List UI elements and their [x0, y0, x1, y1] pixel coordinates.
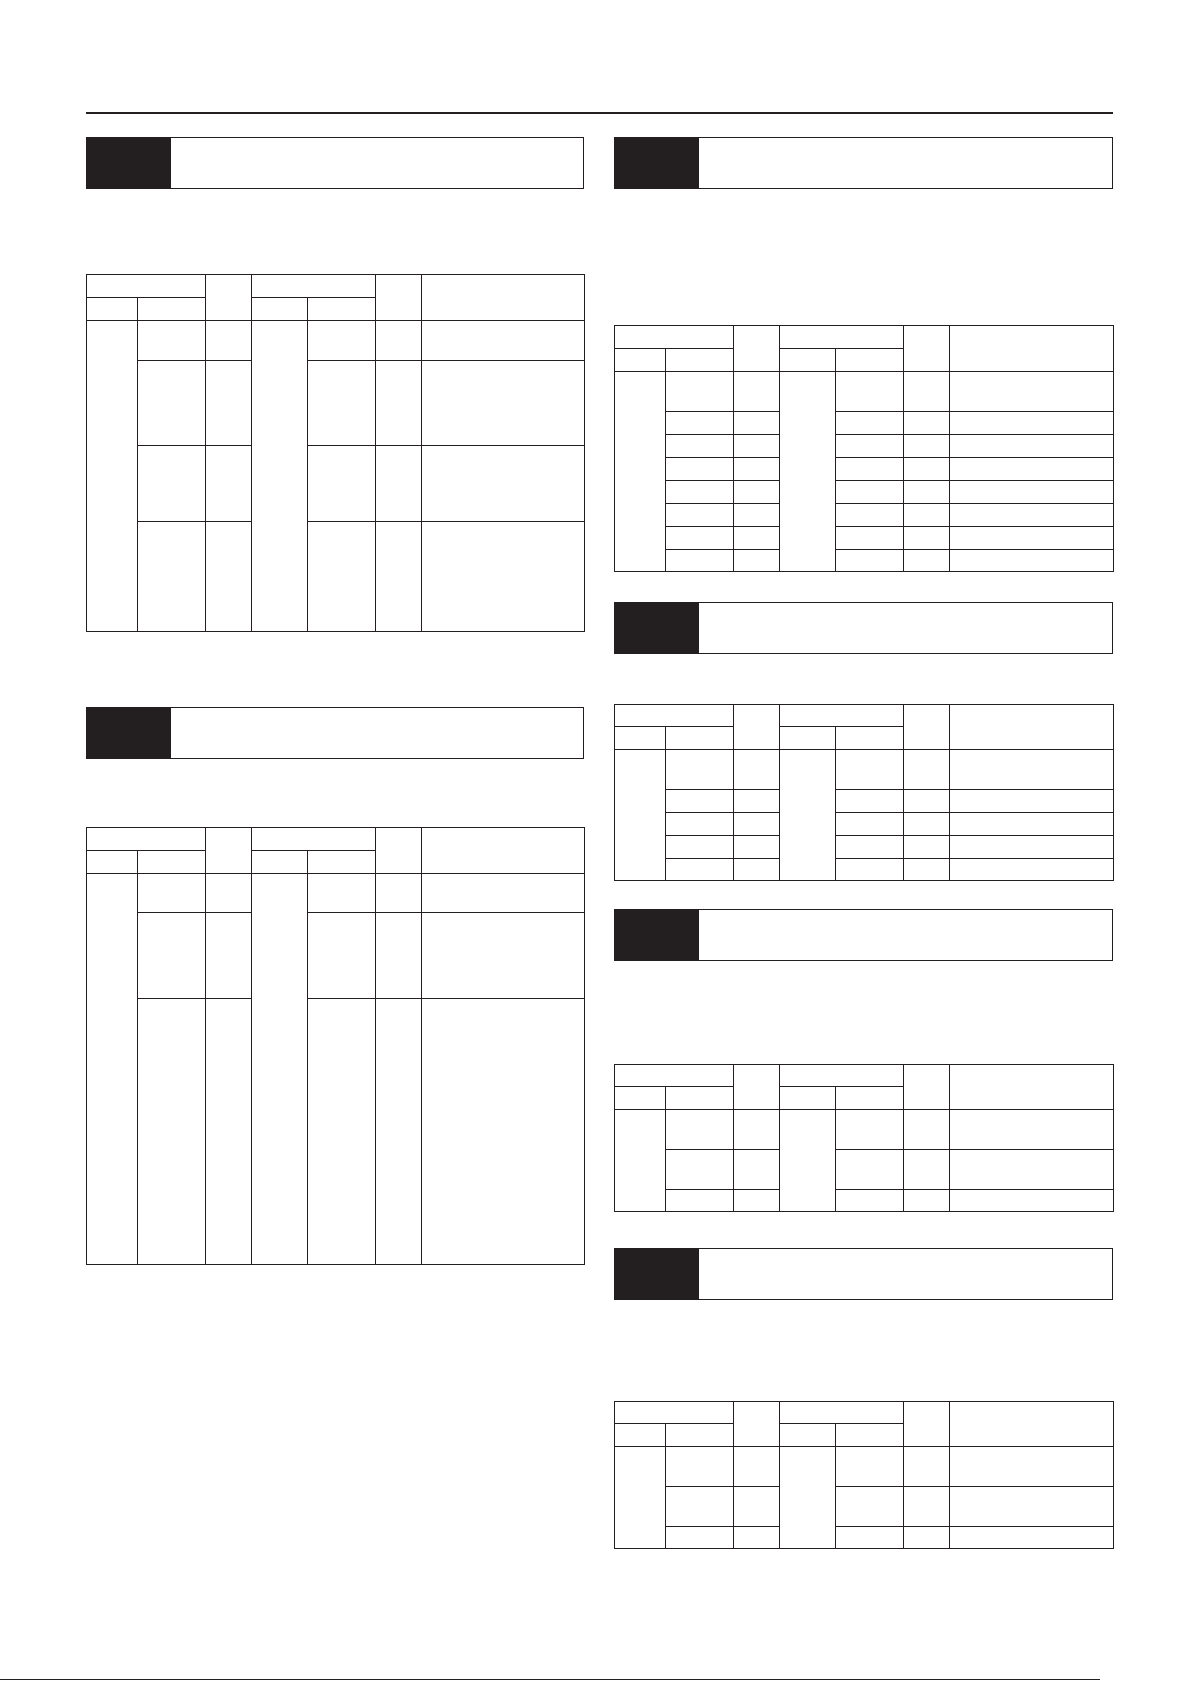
table-header-cell [615, 1402, 734, 1424]
table-header-cell [666, 727, 734, 750]
section-title [183, 708, 575, 758]
table-cell [950, 1447, 1114, 1487]
table-header-cell [904, 1402, 950, 1447]
table-cell [734, 1527, 780, 1549]
table-cell [904, 1447, 950, 1487]
table-header-cell [950, 705, 1114, 750]
table-cell [780, 750, 836, 881]
table-cell [422, 321, 585, 361]
table-header-cell [734, 1402, 780, 1447]
table-header-cell [615, 1087, 666, 1110]
table-cell [904, 527, 950, 550]
table-cell [138, 999, 206, 1265]
table-header-cell [734, 705, 780, 750]
table-cell [950, 527, 1114, 550]
table-header-cell [87, 851, 138, 874]
table-cell [734, 1190, 780, 1212]
table-header-cell [252, 298, 308, 321]
table-cell [950, 836, 1114, 859]
spec-table-right-2 [614, 704, 1114, 881]
table-header-cell [780, 727, 836, 750]
table-header-cell [780, 1424, 836, 1447]
table-cell [666, 1487, 734, 1527]
table-cell [904, 836, 950, 859]
table-cell [615, 1110, 666, 1212]
table-cell [904, 458, 950, 481]
table-cell [780, 1110, 836, 1212]
table-cell [734, 836, 780, 859]
table-cell [836, 790, 904, 813]
table-cell [904, 859, 950, 881]
table-cell [836, 372, 904, 412]
table-header-cell [950, 326, 1114, 372]
table-cell [308, 321, 376, 361]
table-cell [950, 750, 1114, 790]
table-cell [780, 1447, 836, 1549]
table-header-cell [206, 828, 252, 874]
table-cell [422, 522, 585, 632]
table-cell [950, 1487, 1114, 1527]
table-cell [666, 813, 734, 836]
table-header-cell [836, 349, 904, 372]
table-cell [904, 412, 950, 435]
table-cell [836, 458, 904, 481]
table-cell [836, 1150, 904, 1190]
table-cell [138, 522, 206, 632]
table-header-cell [666, 1087, 734, 1110]
table-cell [734, 372, 780, 412]
section-header-right-2 [614, 602, 1113, 654]
table-cell [780, 372, 836, 572]
table-cell [904, 550, 950, 572]
table-cell [376, 361, 422, 446]
table-cell [666, 412, 734, 435]
table-header-cell [422, 828, 585, 874]
table-cell [734, 504, 780, 527]
table-cell [252, 874, 308, 1265]
table-cell [836, 836, 904, 859]
section-tab-label [87, 708, 171, 758]
section-title [711, 603, 1104, 653]
table-cell [666, 1447, 734, 1487]
table-cell [734, 813, 780, 836]
table-cell [950, 813, 1114, 836]
table-cell [836, 750, 904, 790]
table-cell [422, 874, 585, 913]
section-header-left-1 [86, 137, 584, 189]
table-cell [138, 446, 206, 522]
table-cell [308, 913, 376, 999]
table-cell [734, 1150, 780, 1190]
table-cell [734, 859, 780, 881]
table-cell [206, 522, 252, 632]
table-cell [666, 1190, 734, 1212]
table-cell [734, 435, 780, 458]
table-cell [666, 836, 734, 859]
section-title [711, 910, 1104, 960]
table-header-cell [252, 828, 376, 851]
table-header-cell [87, 275, 206, 298]
section-title [711, 1249, 1104, 1299]
table-header-cell [836, 1424, 904, 1447]
table-cell [734, 1110, 780, 1150]
spec-table-left-1 [86, 274, 585, 632]
table-cell [904, 813, 950, 836]
table-cell [308, 361, 376, 446]
table-header-cell [138, 298, 206, 321]
table-cell [904, 750, 950, 790]
table-cell [836, 504, 904, 527]
table-cell [950, 550, 1114, 572]
table-cell [734, 1447, 780, 1487]
table-cell [836, 1527, 904, 1549]
table-cell [734, 481, 780, 504]
table-cell [836, 412, 904, 435]
table-cell [206, 361, 252, 446]
table-cell [950, 790, 1114, 813]
section-header-right-4 [614, 1248, 1113, 1300]
table-cell [206, 321, 252, 361]
table-cell [904, 1190, 950, 1212]
table-header-cell [780, 326, 904, 349]
table-header-cell [780, 349, 836, 372]
table-cell [666, 435, 734, 458]
table-header-cell [950, 1065, 1114, 1110]
table-header-cell [666, 1424, 734, 1447]
table-cell [904, 1110, 950, 1150]
table-cell [376, 874, 422, 913]
table-cell [422, 446, 585, 522]
table-header-cell [780, 1087, 836, 1110]
table-header-cell [904, 326, 950, 372]
section-title [711, 138, 1104, 188]
section-header-right-1 [614, 137, 1113, 189]
table-cell [836, 859, 904, 881]
bottom-rule [0, 1679, 1100, 1680]
spec-table-left-2 [86, 827, 585, 1265]
table-cell [904, 372, 950, 412]
table-header-cell [615, 1065, 734, 1087]
table-cell [734, 458, 780, 481]
table-cell [950, 481, 1114, 504]
table-header-cell [87, 828, 206, 851]
section-tab-label [615, 603, 699, 653]
section-tab-label [615, 138, 699, 188]
table-header-cell [376, 828, 422, 874]
table-cell [950, 859, 1114, 881]
table-header-cell [780, 1402, 904, 1424]
table-cell [308, 999, 376, 1265]
table-cell [206, 446, 252, 522]
table-header-cell [308, 298, 376, 321]
table-header-cell [734, 326, 780, 372]
table-cell [666, 504, 734, 527]
table-cell [666, 750, 734, 790]
table-cell [950, 435, 1114, 458]
table-cell [87, 874, 138, 1265]
table-cell [836, 1110, 904, 1150]
section-tab-label [87, 138, 171, 188]
section-header-left-2 [86, 707, 584, 759]
table-header-cell [780, 705, 904, 727]
table-cell [734, 412, 780, 435]
spec-table-right-4 [614, 1401, 1114, 1549]
table-cell [206, 874, 252, 913]
table-header-cell [252, 851, 308, 874]
table-cell [950, 1527, 1114, 1549]
table-cell [87, 321, 138, 632]
table-cell [666, 527, 734, 550]
table-cell [904, 481, 950, 504]
table-header-cell [138, 851, 206, 874]
table-cell [734, 527, 780, 550]
table-header-cell [87, 298, 138, 321]
table-cell [138, 321, 206, 361]
table-cell [376, 999, 422, 1265]
table-cell [138, 361, 206, 446]
table-header-cell [836, 727, 904, 750]
spec-table-right-1 [614, 325, 1114, 572]
table-cell [666, 458, 734, 481]
section-header-right-3 [614, 909, 1113, 961]
table-cell [376, 522, 422, 632]
table-header-cell [422, 275, 585, 321]
table-header-cell [950, 1402, 1114, 1447]
table-cell [615, 372, 666, 572]
table-cell [836, 435, 904, 458]
table-cell [376, 321, 422, 361]
table-cell [206, 913, 252, 999]
section-tab-label [615, 1249, 699, 1299]
table-cell [734, 750, 780, 790]
table-header-cell [780, 1065, 904, 1087]
table-cell [836, 481, 904, 504]
table-header-cell [376, 275, 422, 321]
top-rule [86, 112, 1113, 114]
table-cell [950, 412, 1114, 435]
table-cell [252, 321, 308, 632]
table-header-cell [836, 1087, 904, 1110]
table-header-cell [252, 275, 376, 298]
table-cell [836, 1487, 904, 1527]
table-cell [836, 550, 904, 572]
table-header-cell [615, 727, 666, 750]
table-header-cell [615, 705, 734, 727]
table-header-cell [904, 1065, 950, 1110]
table-cell [666, 1110, 734, 1150]
table-cell [666, 372, 734, 412]
table-cell [904, 1150, 950, 1190]
table-cell [734, 790, 780, 813]
table-header-cell [734, 1065, 780, 1110]
table-cell [308, 446, 376, 522]
table-cell [206, 999, 252, 1265]
table-cell [836, 813, 904, 836]
table-cell [138, 913, 206, 999]
table-cell [666, 1527, 734, 1549]
table-cell [308, 874, 376, 913]
table-cell [950, 372, 1114, 412]
section-title [183, 138, 575, 188]
table-header-cell [615, 349, 666, 372]
table-cell [904, 1527, 950, 1549]
table-cell [836, 527, 904, 550]
table-header-cell [615, 1424, 666, 1447]
table-cell [950, 1190, 1114, 1212]
table-cell [950, 1150, 1114, 1190]
table-header-cell [206, 275, 252, 321]
spec-table-right-3 [614, 1064, 1114, 1212]
table-cell [376, 913, 422, 999]
table-header-cell [308, 851, 376, 874]
table-cell [666, 1150, 734, 1190]
table-cell [422, 361, 585, 446]
table-cell [734, 1487, 780, 1527]
table-cell [376, 446, 422, 522]
table-cell [666, 481, 734, 504]
table-cell [666, 859, 734, 881]
table-cell [836, 1447, 904, 1487]
table-cell [138, 874, 206, 913]
table-cell [615, 750, 666, 881]
table-cell [904, 504, 950, 527]
table-cell [950, 1110, 1114, 1150]
table-cell [422, 999, 585, 1265]
table-cell [950, 504, 1114, 527]
table-cell [950, 458, 1114, 481]
table-header-cell [615, 326, 734, 349]
table-cell [615, 1447, 666, 1549]
table-cell [666, 550, 734, 572]
table-cell [422, 913, 585, 999]
table-cell [308, 522, 376, 632]
table-cell [734, 550, 780, 572]
table-cell [904, 790, 950, 813]
table-cell [666, 790, 734, 813]
table-header-cell [904, 705, 950, 750]
section-tab-label [615, 910, 699, 960]
table-cell [904, 435, 950, 458]
table-cell [904, 1487, 950, 1527]
table-cell [836, 1190, 904, 1212]
table-header-cell [666, 349, 734, 372]
